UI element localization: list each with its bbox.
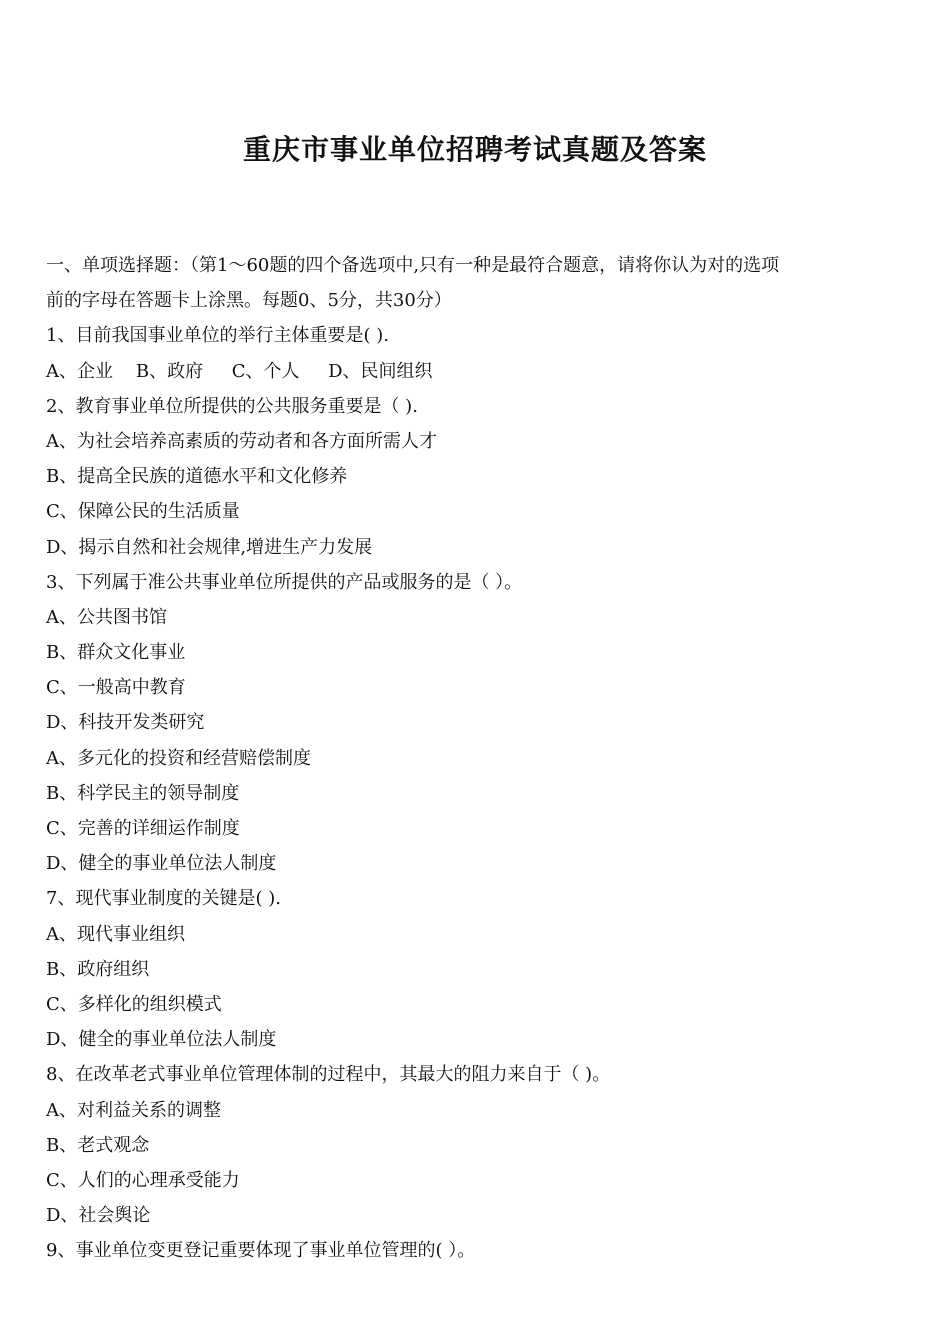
question-3-option-d: D、科技开发类研究 — [46, 712, 205, 734]
option-line: B、科学民主的领导制度 — [46, 782, 240, 804]
question-7-option-d: D、健全的事业单位法人制度 — [46, 1029, 277, 1051]
question-9: 9、事业单位变更登记重要体现了事业单位管理的( ）。 — [46, 1240, 476, 1262]
question-3-option-c: C、一般高中教育 — [46, 677, 186, 699]
question-1-options: A、企业 B、政府 C、个人 D、民间组织 — [46, 360, 433, 382]
question-7-option-b: B、政府组织 — [46, 958, 150, 980]
option-line: C、完善的详细运作制度 — [46, 818, 240, 839]
question-3-option-b: B、群众文化事业 — [46, 642, 186, 664]
question-8-option-a: A、对利益关系的调整 — [46, 1099, 221, 1121]
question-7-option-c: C、多样化的组织模式 — [46, 993, 222, 1015]
question-2-option-d: D、揭示自然和社会规律,增进生产力发展 — [46, 536, 373, 558]
question-8-option-d: D、社会舆论 — [46, 1205, 151, 1227]
question-7: 7、现代事业制度的关键是( ). — [46, 888, 281, 910]
question-8-option-b: B、老式观念 — [46, 1134, 150, 1156]
question-3-option-a: A、公共图书馆 — [46, 606, 167, 628]
option-line: D、健全的事业单位法人制度 — [46, 853, 277, 875]
document-body — [46, 248, 908, 1268]
question-8-option-c: C、人们的心理承受能力 — [46, 1169, 240, 1191]
question-2-option-a: A、为社会培养高素质的劳动者和各方面所需人才 — [46, 430, 437, 452]
question-7-option-a: A、现代事业组织 — [46, 923, 185, 945]
question-3: 3、下列属于准公共事业单位所提供的产品或服务的是（ ）。 — [46, 571, 523, 593]
question-2-option-c: C、保障公民的生活质量 — [46, 501, 240, 523]
question-1: 1、目前我国事业单位的举行主体重要是( ). — [46, 325, 389, 347]
section-intro-line-2: 前的字母在答题卡上涂黑。每题0、5分，共30分） — [46, 290, 452, 312]
question-8: 8、在改革老式事业单位管理体制的过程中，其最大的阻力来自于（ )。 — [46, 1064, 611, 1086]
option-line: A、多元化的投资和经营赔偿制度 — [46, 747, 311, 769]
question-2-option-b: B、提高全民族的道德水平和文化修养 — [46, 466, 348, 488]
question-2: 2、教育事业单位所提供的公共服务重要是（ ). — [46, 395, 418, 417]
page-title: 重庆市事业单位招聘考试真题及答案 — [242, 133, 707, 166]
section-intro-line-1: 一、单项选择题：（第1～60题的四个备选项中,只有一种是最符合题意，请将你认为对的选项 — [46, 255, 780, 276]
